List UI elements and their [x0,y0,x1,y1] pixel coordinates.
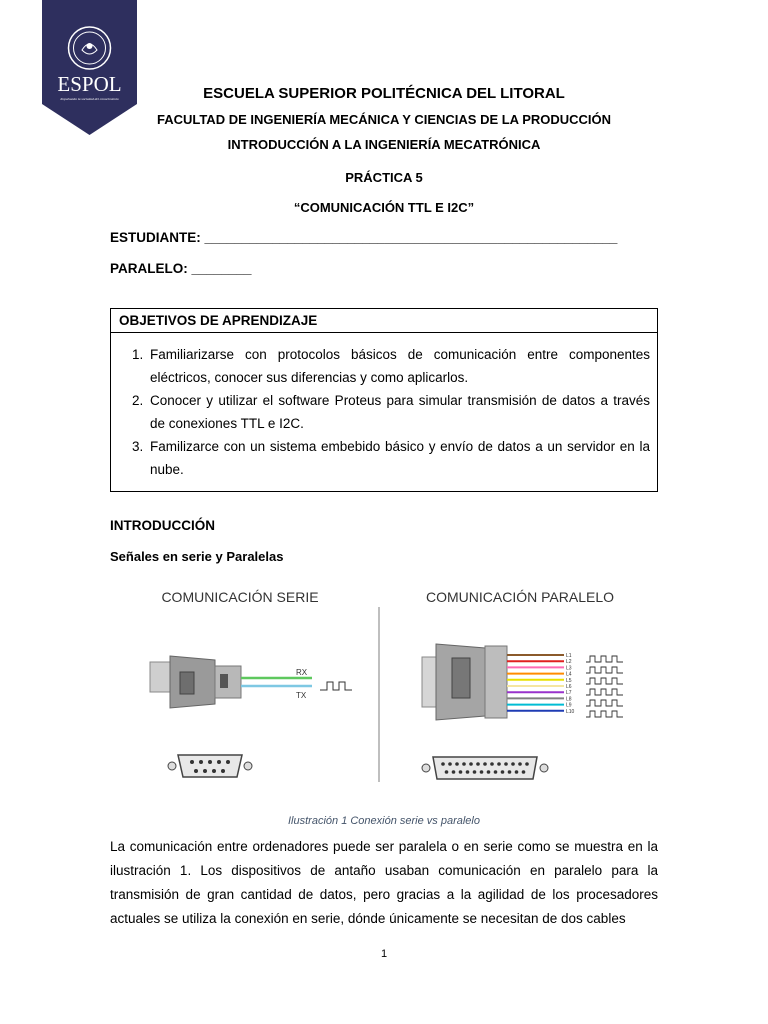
parallel-line-label: L3 [566,665,572,672]
parallel-wires [507,655,564,711]
objectives-heading: OBJETIVOS DE APRENDIZAJE [111,309,657,333]
parallel-line-label: L5 [566,677,572,684]
serial-vs-parallel-figure [140,582,640,792]
parallel-signal [586,656,623,662]
parallel-signal [586,667,623,673]
parallel-field: PARALELO: ________ [110,261,252,276]
db25-port-icon [422,757,548,779]
intro-heading: INTRODUCCIÓN [110,518,215,533]
parallel-line-label: L2 [566,659,572,666]
objective-item: 3. Familizarce con un sistema embebido básico y envío de datos a un servidor en la nube. [147,435,650,481]
serial-signal-icon [320,682,352,690]
parallel-line-label: L4 [566,671,572,678]
student-field: ESTUDIANTE: _______________________________________________________ [110,230,618,245]
parallel-title: COMUNICACIÓN PARALELO [426,589,614,605]
faculty-title: FACULTAD DE INGENIERÍA MECÁNICA Y CIENCIAS DE LA PRODUCCIÓN [156,112,612,127]
parallel-line-label: L7 [566,690,572,697]
parallel-signals-icon [586,656,623,717]
rx-label: RX [296,668,308,677]
logo-name: ESPOL [57,72,122,96]
parallel-line-label: L1 [566,653,572,659]
logo-motto: Impulsando la sociedad del conocimiento [60,97,119,101]
db9-port-icon [168,755,252,777]
objective-item: 1. Familiarizarse con protocolos básicos de comunicación entre componentes eléctricos, conocer sus diferencias y como aplicarlos. [147,343,650,389]
page-number: 1 [380,948,388,960]
institution-title: ESCUELA SUPERIOR POLITÉCNICA DEL LITORAL [203,85,565,102]
parallel-signal [586,711,623,717]
topic-title: “COMUNICACIÓN TTL E I2C” [293,200,475,215]
parallel-connector-icon [422,644,507,720]
parallel-line-label: L8 [566,696,572,703]
parallel-signal [586,689,623,695]
tx-label: TX [296,691,307,700]
course-title: INTRODUCCIÓN A LA INGENIERÍA MECATRÓNICA [227,137,541,152]
serial-title: COMUNICACIÓN SERIE [161,589,319,605]
parallel-signal [586,700,623,706]
objective-item: 2. Conocer y utilizar el software Proteus para simular transmisión de datos a través de conexiones TTL e I2C. [147,389,650,435]
parallel-line-label: L10 [566,708,575,715]
figure-caption: Ilustración 1 Conexión serie vs paralelo [288,815,480,827]
parallel-signal [586,678,623,684]
body-paragraph: La comunicación entre ordenadores puede ser paralela o en serie como se muestra en la ilustración 1. Los dispositivos de antaño usaban comunicación en paralelo para la transmisión de gran cantidad de datos, pero gracias a la agilidad de los procesadores actuales se utiliza la conexión en serie, dónde únicamente se necesitan de dos cables [110,839,658,926]
parallel-line-label: L9 [566,702,572,709]
objectives-list [147,343,650,481]
serial-connector-icon [150,656,241,708]
objectives-box [110,308,658,492]
parallel-line-labels [566,653,575,715]
intro-subheading: Señales en serie y Paralelas [110,549,284,564]
parallel-line-label: L6 [566,684,572,690]
practice-title: PRÁCTICA 5 [345,170,423,185]
